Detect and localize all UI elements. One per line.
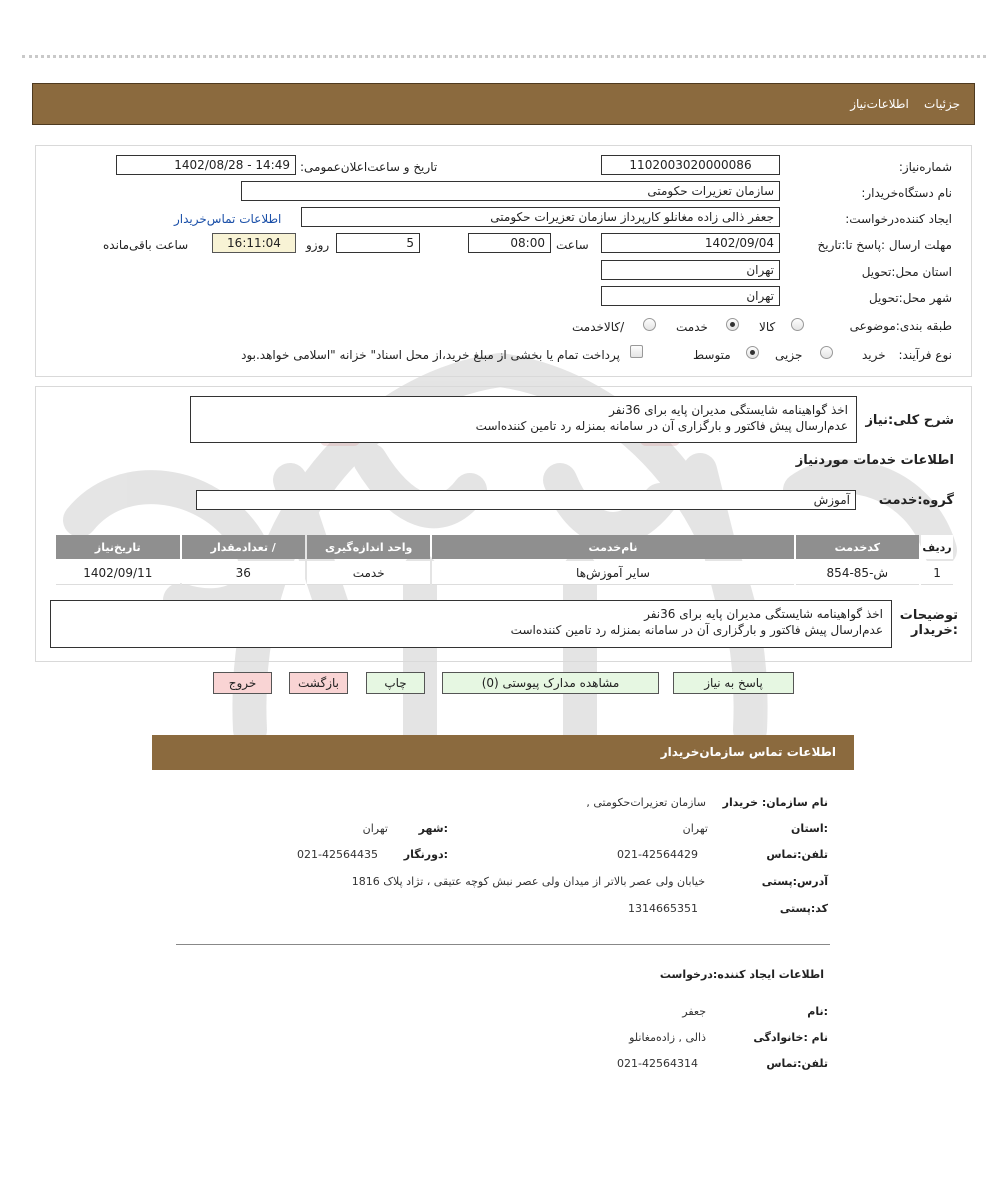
tab-details[interactable]: جزئیات xyxy=(924,97,960,111)
cell-quantity: 36 xyxy=(182,561,305,585)
category-radio-goods[interactable] xyxy=(791,318,804,331)
reply-button[interactable]: پاسخ به نیاز xyxy=(673,672,794,694)
process-kharid-text: خرید xyxy=(862,348,886,362)
buyer-notes-label-line-2: :خریدار xyxy=(911,623,958,638)
days-label: روزو xyxy=(306,238,330,252)
service-group-label: گروه:خدمت xyxy=(878,493,954,508)
summary-line-1: اخذ گواهینامه شایستگی مدیران پایه برای 36نفر xyxy=(609,403,848,417)
contact-address-value: خیابان ولی عصر بالاتر از میدان ولی عصر نبش کوچه عتیقی ، تژاد پلاک 1816 xyxy=(351,875,705,888)
org-name-label: نام سازمان: خریدار xyxy=(722,796,828,809)
attachments-button[interactable]: مشاهده مدارک پیوستی (0) xyxy=(442,672,659,694)
print-button[interactable]: چاپ xyxy=(366,672,425,694)
cell-service-code: ش-85-854 xyxy=(796,561,919,585)
deadline-time-label: ساعت xyxy=(556,238,589,252)
category-radio-service[interactable] xyxy=(726,318,739,331)
back-button[interactable]: بازگشت xyxy=(289,672,348,694)
creator-name-label: :نام xyxy=(807,1005,828,1018)
process-minor-label: جزیی xyxy=(775,348,803,362)
col-row-number: ردیف xyxy=(921,535,953,559)
need-number-label: شماره‌نیاز: xyxy=(898,160,952,174)
contact-postal-value: 1314665351 xyxy=(628,902,698,915)
col-service-code: کدخدمت xyxy=(796,535,919,559)
process-radio-minor[interactable] xyxy=(820,346,833,359)
creator-section-title: اطلاعات ایجاد کننده:درخواست xyxy=(659,968,824,981)
process-medium-label: متوسط xyxy=(693,348,731,362)
buyer-notes-label-line-1: توضیحات xyxy=(899,608,958,623)
category-label: طبقه بندی:موضوعی xyxy=(849,319,952,333)
creator-family-label: نام :خانوادگی xyxy=(753,1031,828,1044)
buyer-org-field: سازمان تعزیرات حکومتی xyxy=(241,181,780,201)
delivery-province-field: تهران xyxy=(601,260,780,280)
days-field: 5 xyxy=(336,233,420,253)
announce-date-label: تاریخ و ساعت‌اعلان‌عمومی: xyxy=(300,160,438,174)
treasury-payment-text: پرداخت تمام یا بخشی از مبلغ خرید،از محل اسناد" خزانه "اسلامی خواهد.بود xyxy=(241,348,620,362)
delivery-city-label: شهر محل:تحویل xyxy=(868,291,952,305)
delivery-city-field: تهران xyxy=(601,286,780,306)
buyer-notes-box xyxy=(50,600,892,648)
creator-phone-label: تلفن:تماس xyxy=(766,1057,828,1070)
treasury-payment-checkbox[interactable] xyxy=(630,345,643,358)
services-table xyxy=(54,533,955,587)
contact-phone-label: تلفن:تماس xyxy=(766,848,828,861)
contact-phone-value: 021-42564429 xyxy=(617,848,698,861)
cell-row-number: 1 xyxy=(921,561,953,585)
col-unit: واحد اندازه‌گیری xyxy=(307,535,430,559)
process-radio-medium[interactable] xyxy=(746,346,759,359)
col-service-name: نام‌خدمت xyxy=(432,535,793,559)
page-header-bar xyxy=(32,83,975,125)
remaining-time-field: 16:11:04 xyxy=(212,233,296,253)
cell-service-name: سایر آموزش‌ها xyxy=(432,561,793,585)
creator-family-value: ذالی , زاده‌مغانلو xyxy=(629,1031,706,1044)
services-section-title: اطلاعات خدمات موردنیاز xyxy=(795,453,954,468)
org-name-value: سازمان تعزیرات‌حکومتی , xyxy=(586,796,706,809)
creator-name-value: جعفر xyxy=(682,1005,706,1018)
announce-date-field: 1402/08/28 - 14:49 xyxy=(116,155,296,175)
contact-city-label: :شهر xyxy=(418,822,448,835)
contact-fax-label: :دورنگار xyxy=(403,848,448,861)
category-service-label: خدمت xyxy=(676,320,708,334)
buyer-notes-line-2: عدم‌ارسال پیش فاکتور و بارگزاری آن در سامانه بمنزله رد تامین کننده‌است xyxy=(510,623,883,637)
deadline-label: مهلت ارسال :پاسخ تا:تاریخ xyxy=(817,238,952,252)
deadline-time-field: 08:00 xyxy=(468,233,551,253)
buyer-notes-label xyxy=(900,608,958,638)
table-header-row xyxy=(56,535,953,559)
summary-box xyxy=(190,396,857,443)
header-tabs xyxy=(850,97,960,111)
contact-postal-label: کد:پستی xyxy=(779,902,828,915)
col-quantity: / تعدادمقدار xyxy=(182,535,305,559)
cell-need-date: 1402/09/11 xyxy=(56,561,180,585)
buyer-contact-link[interactable]: اطلاعات تماس‌خریدار xyxy=(174,212,282,226)
contact-province-value: تهران xyxy=(682,822,708,835)
buyer-org-label: نام دستگاه‌خریدار: xyxy=(861,186,952,200)
summary-label: شرح کلی:نیاز xyxy=(865,413,954,428)
need-details-panel xyxy=(35,145,972,377)
need-number-field: 1102003020000086 xyxy=(601,155,780,175)
process-type-label: نوع فرآیند: xyxy=(898,348,952,362)
contact-header-bar xyxy=(152,735,854,770)
exit-button[interactable]: خروج xyxy=(213,672,272,694)
col-need-date: تاریخ‌نیاز xyxy=(56,535,180,559)
category-goods-service-label: /کالاخدمت xyxy=(572,320,625,334)
creator-phone-value: 021-42564314 xyxy=(617,1057,698,1070)
contact-province-label: :استان xyxy=(791,822,828,835)
remaining-time-label: ساعت باقی‌مانده xyxy=(103,238,189,252)
service-group-field: آموزش xyxy=(196,490,856,510)
tab-need-info[interactable]: اطلاعات‌نیاز xyxy=(850,97,909,111)
contact-address-label: آدرس:پستی xyxy=(761,875,828,888)
deadline-date-field: 1402/09/04 xyxy=(601,233,780,253)
cell-unit: خدمت xyxy=(307,561,430,585)
table-row xyxy=(56,561,953,585)
section-divider xyxy=(176,944,830,945)
category-radio-goods-service[interactable] xyxy=(643,318,656,331)
contact-city-value: تهران xyxy=(362,822,388,835)
services-table-wrap xyxy=(54,533,955,587)
top-dotted-divider xyxy=(22,55,986,58)
category-goods-label: کالا xyxy=(759,320,776,334)
contact-section-title: اطلاعات تماس سازمان‌خریدار xyxy=(660,745,836,759)
contact-fax-value: 021-42564435 xyxy=(297,848,378,861)
buyer-notes-line-1: اخذ گواهینامه شایستگی مدیران پایه برای 36نفر xyxy=(644,607,883,621)
creator-field: جعفر ذالی زاده مغانلو کارپرداز سازمان تعزیرات حکومتی xyxy=(301,207,780,227)
creator-label: ایجاد کننده‌درخواست: xyxy=(845,212,952,226)
summary-line-2: عدم‌ارسال پیش فاکتور و بارگزاری آن در سامانه بمنزله رد تامین کننده‌است xyxy=(475,419,848,433)
delivery-province-label: استان محل:تحویل xyxy=(861,265,952,279)
